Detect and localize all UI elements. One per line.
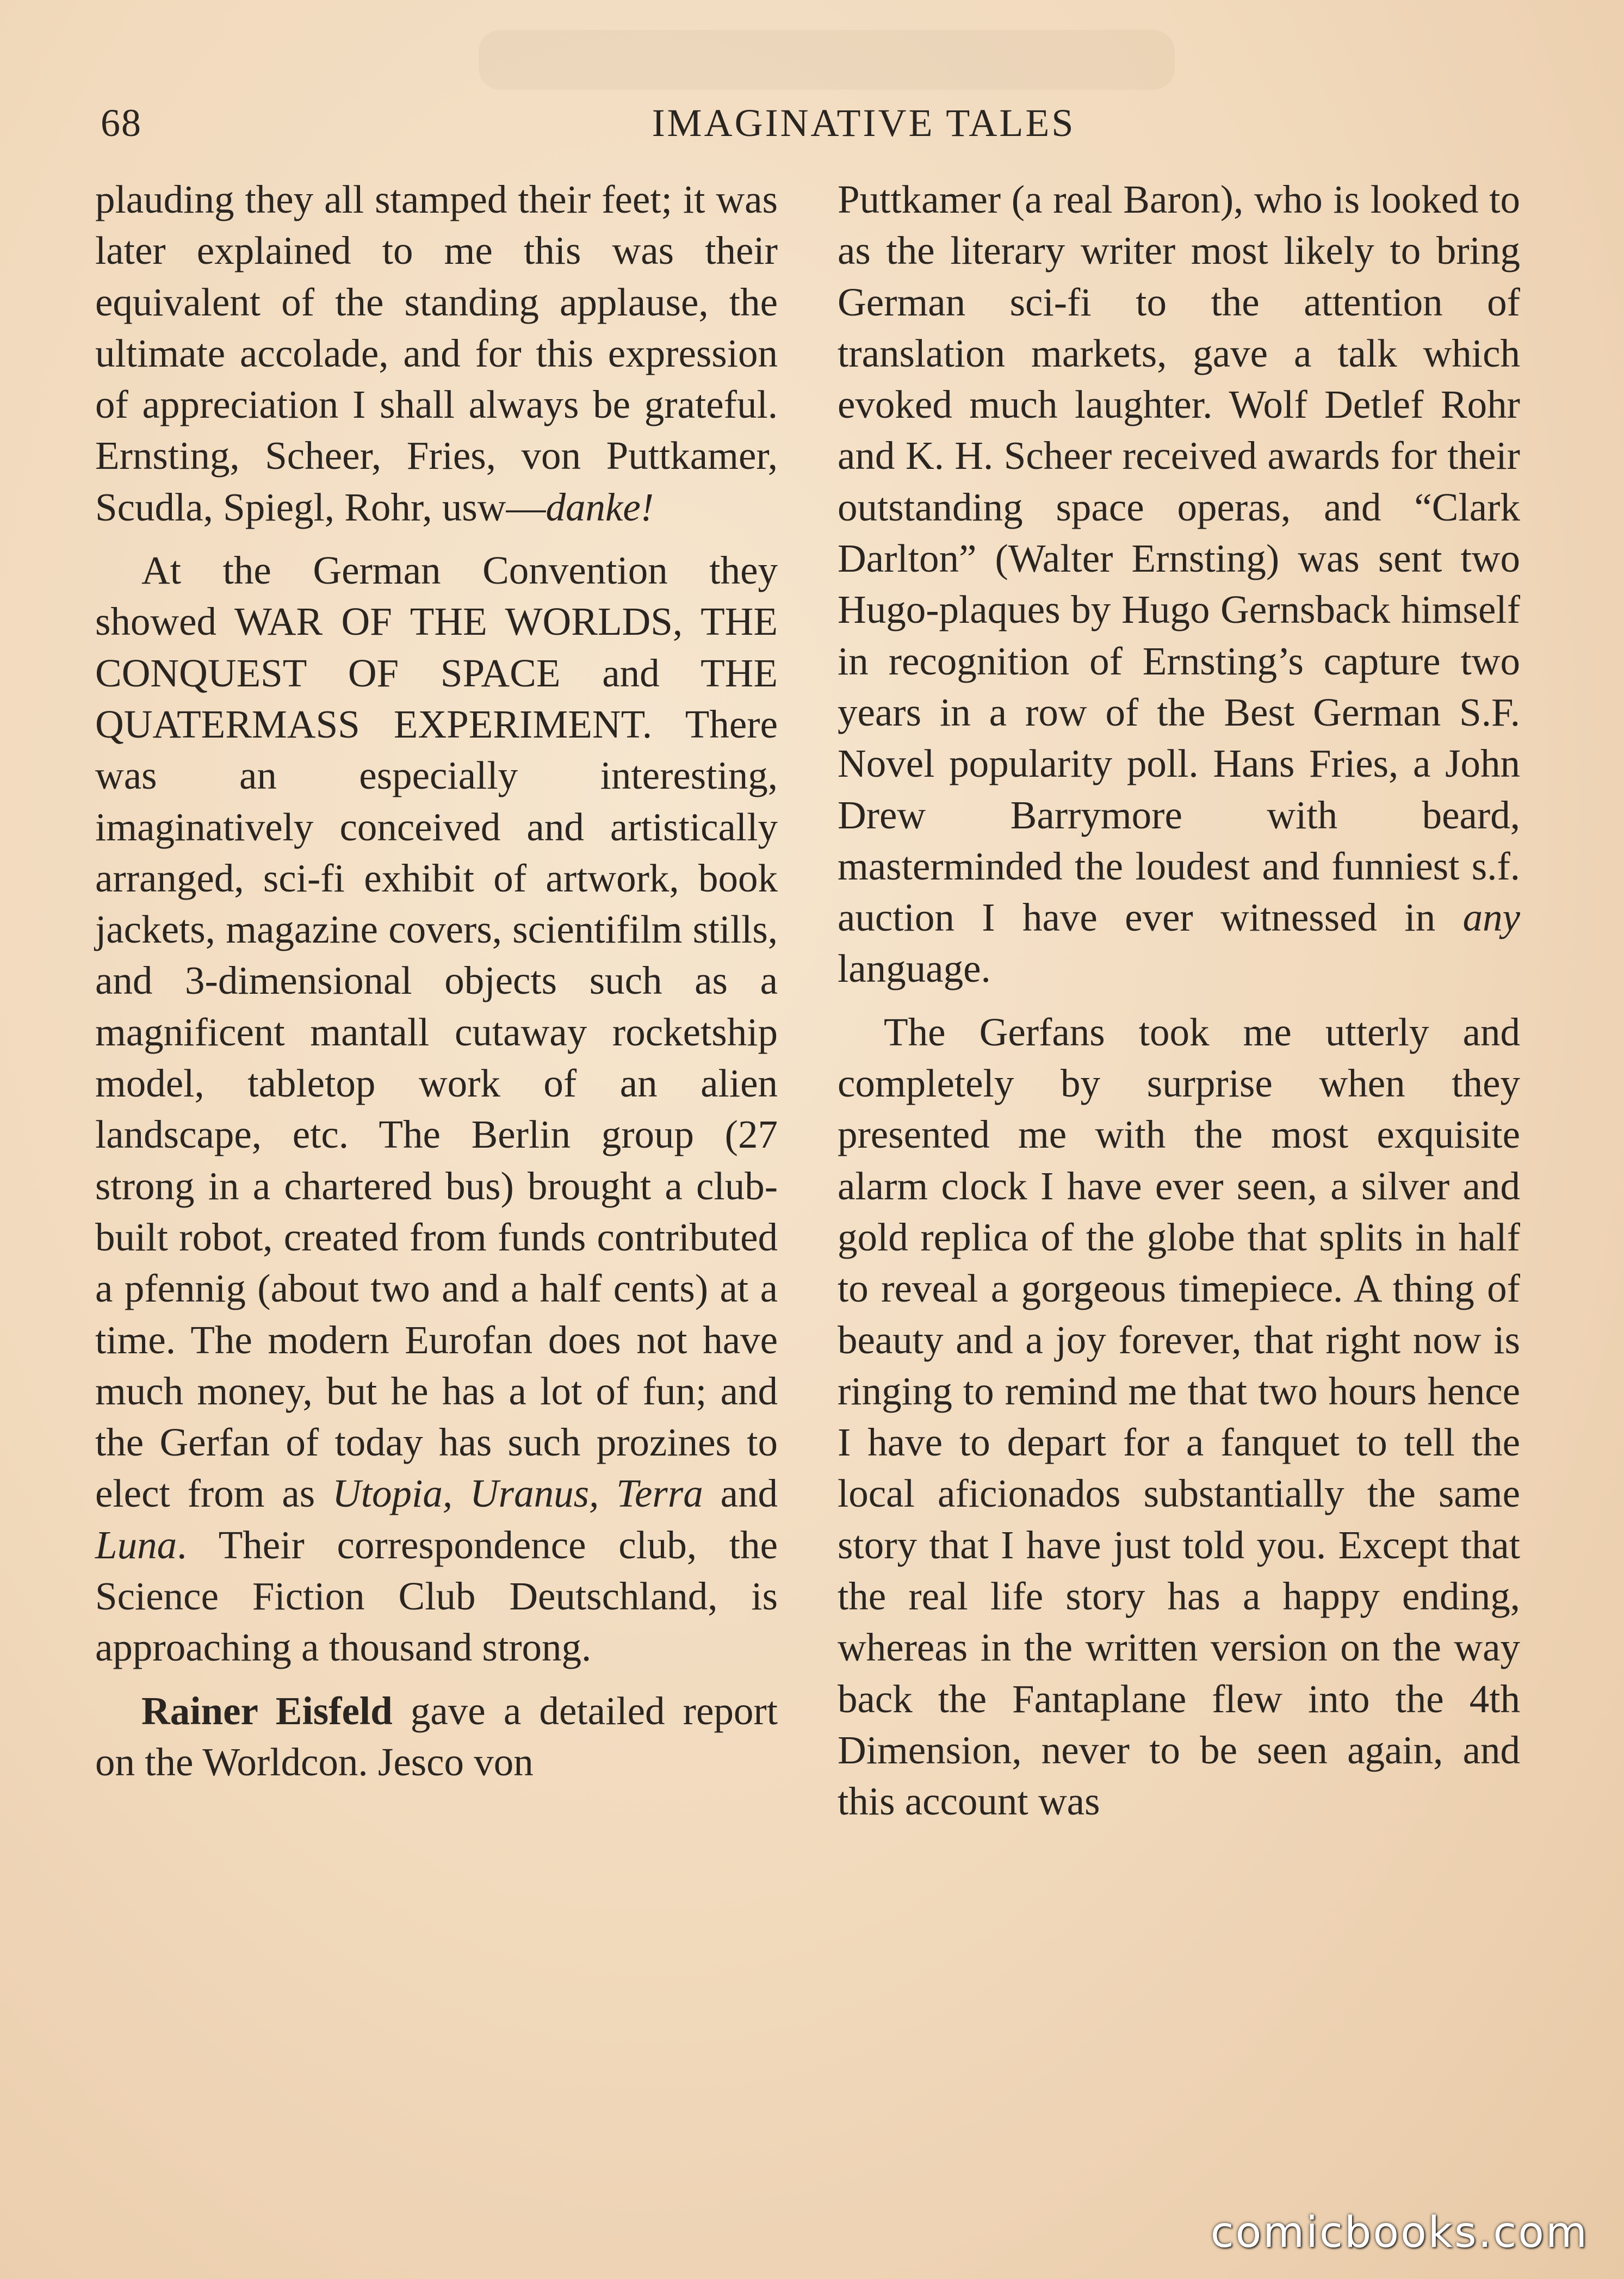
right-column [838, 174, 1520, 1828]
paragraph-text: At the German Convention they showed WAR OF THE WORLDS, THE CONQUEST OF SPACE and THE QUATERMASS EXPERIMENT. There was an especially interesting, imaginatively conceived and artistically arranged, sci-fi exhibit of artwork, book jackets, magazine covers, scientifilm stills, and 3-dimensional objects such as a magnificent mantall cutaway rocketship model, tabletop work of an alien landscape, etc. The Berlin group (27 strong in a chartered bus) brought a club-built robot, created from funds contributed a pfennig (about two and a half cents) at a time. The modern Eurofan does not have much money, but he has a lot of fun; and the Gerfan of today has such prozines to elect from as [95, 548, 778, 1516]
magazine-title: Utopia, [332, 1471, 453, 1516]
paragraph-text: The Gerfans took me utterly and completely by surprise when they presented me with the most exquisite alarm clock I have ever seen, a silver and gold replica of the globe that splits in half to reveal a gorgeous timepiece. A thing of beauty and a joy forever, that right now is ringing to remind me that two hours hence I have to depart for a fanquet to tell the local aficionados substantially the same story that I have just told you. Except that the real life story has a happy ending, whereas in the written version on the way back the Fantaplane flew into the 4th Dimension, never to be seen again, and this account was [838, 1010, 1520, 1824]
site-watermark: comicbooks.com [1210, 2208, 1589, 2257]
paragraph-text: Puttkamer (a real Baron), who is looked to as the literary writer most likely to bring German sci-fi to the attention of translation markets, gave a talk which evoked much laughter. Wolf Detlef Rohr and K. H. Scheer received awards for their outstanding space operas, and “Clark Darlton” (Walter Ernsting) was sent two Hugo-plaques by Hugo Gernsback himself in recognition of Ernsting’s capture two years in a row of the Best German S.F. Novel popularity poll. Hans Fries, a John Drew Barrymore with beard, masterminded the loudest and funniest s.f. auction I have ever witnessed in [838, 177, 1520, 940]
paragraph [95, 545, 778, 1674]
paragraph [95, 1686, 778, 1788]
running-head: IMAGINATIVE TALES [652, 101, 1076, 145]
paragraph [95, 174, 778, 533]
show-through-ghost [479, 30, 1175, 90]
paragraph-text: language. [838, 946, 991, 991]
paragraph-text: . Their correspondence club, the Science Fiction Club Deutschland, is approaching a thousand strong. [95, 1522, 778, 1670]
paragraph-text: plauding they all stamped their feet; it was later explained to me this was their equivalent of the standing applause, the ultimate accolade, and for this expression of appreciation I shall always be grateful. Ernsting, Scheer, Fries, von Puttkamer, Scudla, Spiegl, Rohr, usw— [95, 177, 778, 529]
paragraph [838, 1007, 1520, 1828]
italic-text: danke! [546, 485, 654, 529]
page-number: 68 [101, 101, 142, 145]
paragraph-text: gave a detailed report on the Worldcon. Jesco von [95, 1688, 778, 1784]
magazine-title: Luna [95, 1522, 177, 1567]
page-header [101, 95, 1523, 155]
magazine-title: Uranus, [469, 1471, 599, 1516]
magazine-title: Terra [616, 1471, 703, 1516]
italic-text: any [1462, 895, 1520, 940]
left-column [95, 174, 778, 1788]
paragraph [838, 174, 1520, 995]
paragraph-text: and [703, 1471, 778, 1516]
person-name: Rainer Eisfeld [141, 1688, 393, 1733]
